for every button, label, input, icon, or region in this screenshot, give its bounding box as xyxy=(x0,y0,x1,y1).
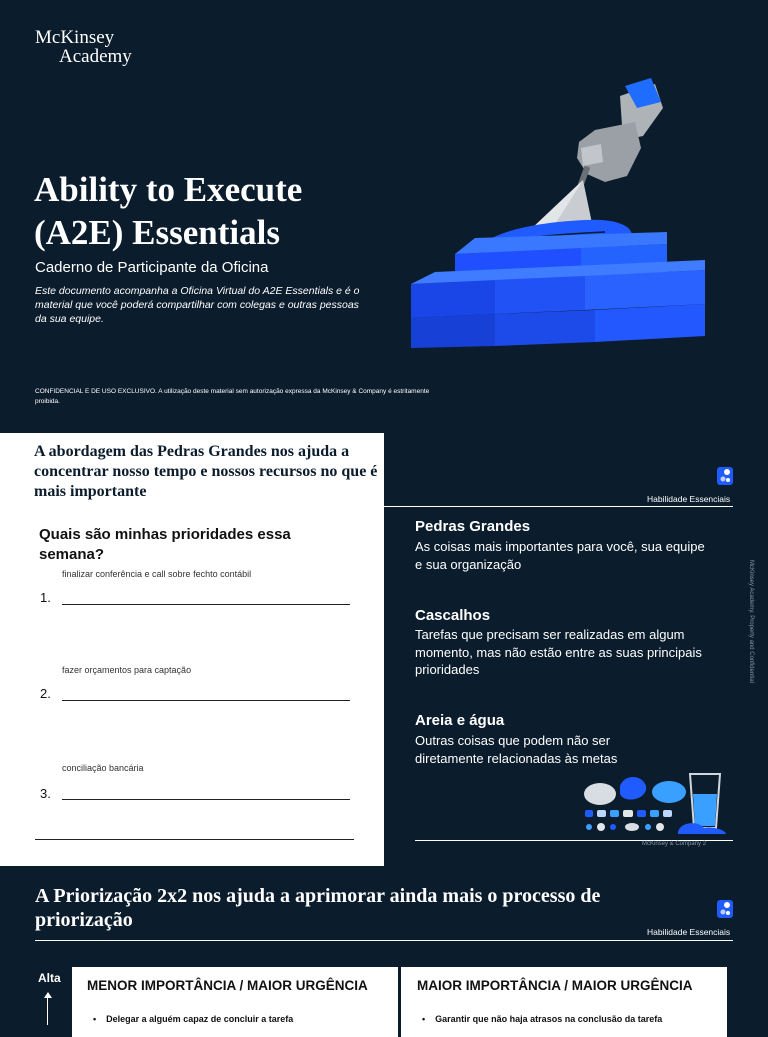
priority-hint-2: fazer orçamentos para captação xyxy=(62,665,192,675)
quadrant-low-importance-high-urgency xyxy=(72,967,398,1037)
brand-line-2: Academy xyxy=(59,46,132,67)
page-description: Este documento acompanha a Oficina Virtual do A2E Essentials e é o material que você poderá compartilhar com colegas e outras pessoas da sua equipe. xyxy=(35,285,360,325)
concept-heading-big-rocks: Pedras Grandes xyxy=(415,518,531,535)
priority-number-1: 1. xyxy=(40,590,51,605)
brick-wall-illustration xyxy=(405,78,717,356)
concept-text-gravel: Tarefas que precisam ser realizadas em algum momento, mas não estão entre as suas principais prioridades xyxy=(415,627,702,677)
concept-heading-gravel: Cascalhos xyxy=(415,607,491,624)
axis-arrow xyxy=(47,995,48,1025)
page-subtitle: Caderno de Participante da Oficina xyxy=(35,259,269,276)
priority-hint-1: finalizar conferência e call sobre fechto contábil xyxy=(62,569,252,579)
quadrant-high-importance-high-urgency xyxy=(401,967,727,1037)
priority-number-3: 3. xyxy=(40,786,51,801)
section-2-divider xyxy=(35,940,733,941)
brand-logo xyxy=(35,28,132,66)
priority-input-2[interactable] xyxy=(62,700,350,701)
arrow-up-icon xyxy=(44,992,52,998)
priority-hint-3: conciliação bancária xyxy=(62,763,144,773)
title-line-2: (A2E) Essentials xyxy=(34,213,280,252)
axis-label-high: Alta xyxy=(38,971,61,985)
title-line-1: Ability to Execute xyxy=(34,170,303,209)
big-rocks-icon xyxy=(584,777,686,805)
quadrant-heading: MENOR IMPORTÂNCIA / MAIOR URGÊNCIA xyxy=(87,978,368,993)
brand-line-1: McKinsey xyxy=(35,27,115,48)
skill-tag-2: Habilidade Essenciais xyxy=(647,927,731,937)
rocks-badge-icon xyxy=(716,465,734,487)
vertical-confidential-note: McKinsey Academy. Property and Confidential xyxy=(748,560,754,683)
confidential-notice: CONFIDENCIAL E DE USO EXCLUSIVO. A utilização deste material sem autorização expressa da McKinsey & Company é estritamente proibida. xyxy=(35,388,430,405)
page-footer: McKinsey & Company 2 xyxy=(642,841,707,847)
section-divider xyxy=(35,506,733,507)
quadrant-item-text: Delegar a alguém capaz de concluir a tarefa xyxy=(106,1014,294,1024)
concept-text-big-rocks: As coisas mais importantes para você, sua equipe e sua organização xyxy=(415,539,705,572)
priority-input-3[interactable] xyxy=(62,799,350,800)
quadrant-list-item: • Garantir que não haja atrasos na conclusão da tarefa xyxy=(422,1014,663,1024)
concept-heading-sand-water: Areia e água xyxy=(415,712,505,729)
quadrant-heading: MAIOR IMPORTÂNCIA / MAIOR URGÊNCIA xyxy=(417,978,693,993)
priority-input-1[interactable] xyxy=(62,604,350,605)
section-2-title: A Priorização 2x2 nos ajuda a aprimorar ainda mais o processo de priorização xyxy=(35,885,601,931)
card-bottom-rule xyxy=(35,839,354,840)
rocks-badge-icon xyxy=(716,898,734,920)
water-glass-icon xyxy=(690,774,720,828)
quadrant-list-item: • Delegar a alguém capaz de concluir a tarefa xyxy=(93,1014,294,1024)
quadrant-item-text: Garantir que não haja atrasos na conclusão da tarefa xyxy=(435,1014,663,1024)
priorities-question: Quais são minhas prioridades essa semana? xyxy=(39,526,291,563)
page-title xyxy=(34,168,302,254)
glove-icon xyxy=(577,78,663,182)
priority-number-2: 2. xyxy=(40,686,51,701)
section-title: A abordagem das Pedras Grandes nos ajuda a concentrar nosso tempo e nossos recursos no que é mais importante xyxy=(34,443,378,500)
skill-tag: Habilidade Essenciais xyxy=(647,494,731,504)
gravel-icon xyxy=(585,810,672,831)
concept-text-sand-water: Outras coisas que podem não ser diretamente relacionadas às metas xyxy=(415,733,618,766)
rocks-and-water-illustration xyxy=(580,772,728,836)
